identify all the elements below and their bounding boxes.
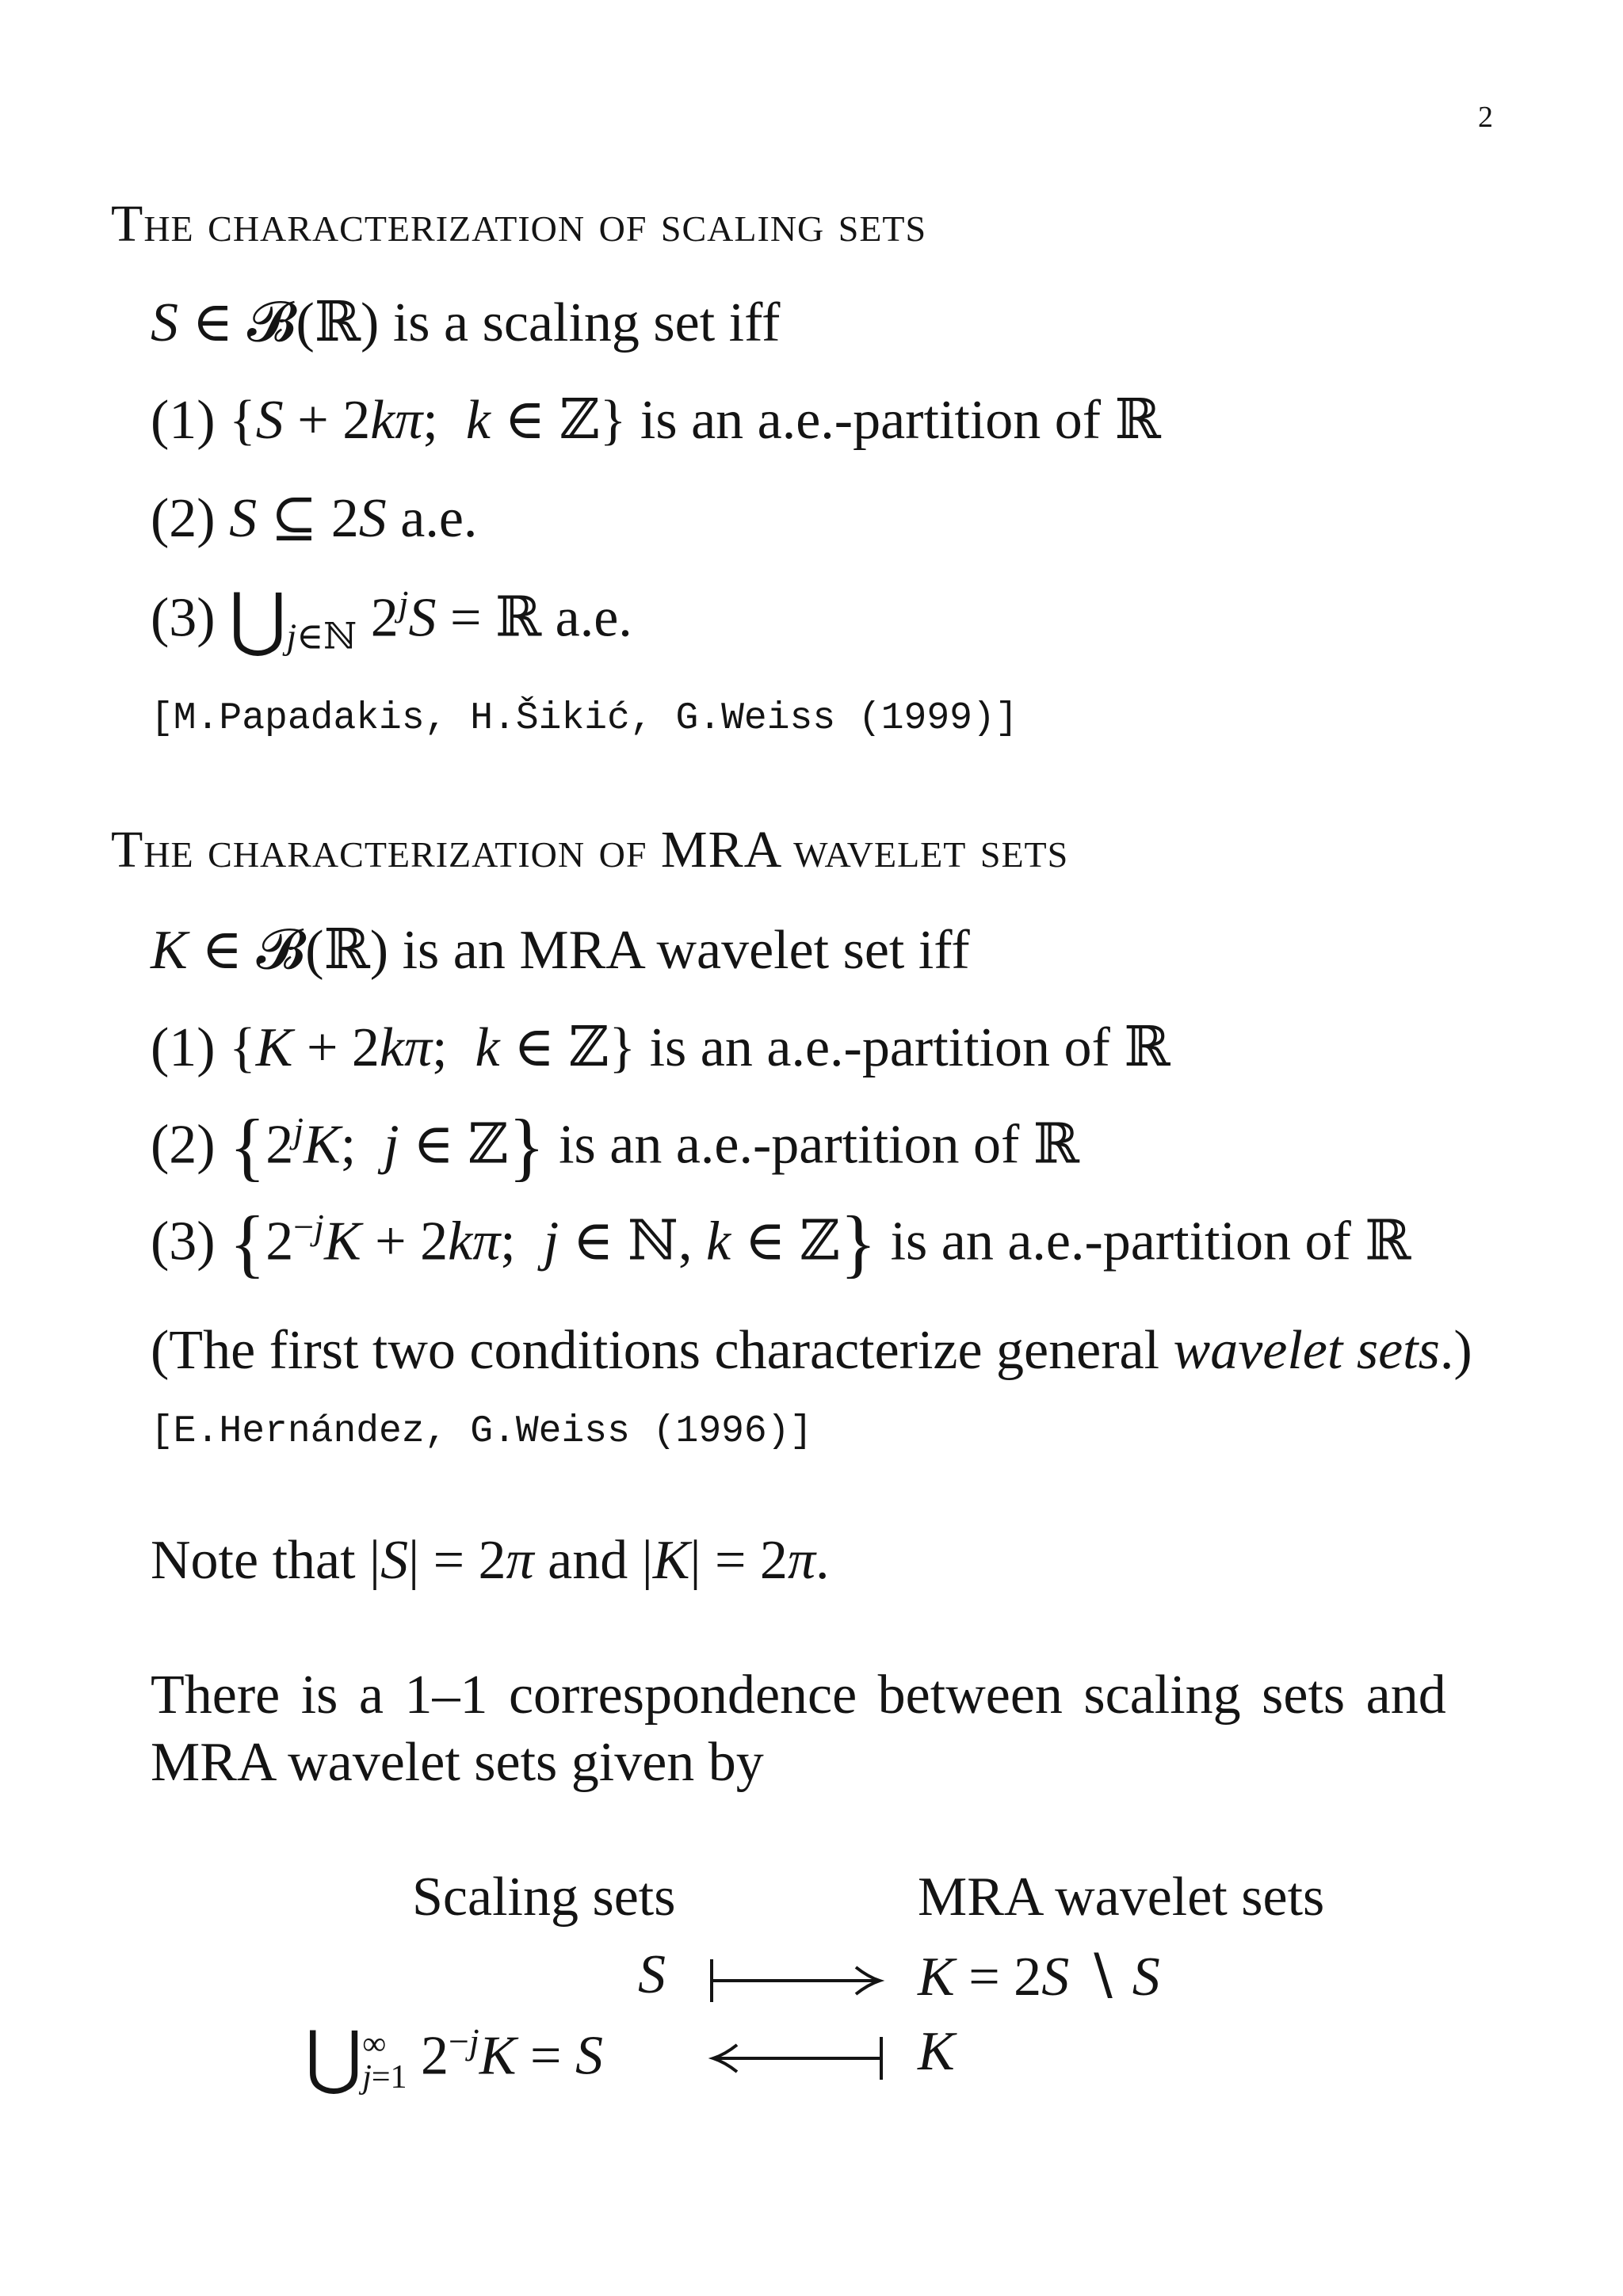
- note-italic: wavelet sets: [1173, 1320, 1440, 1381]
- scaling-intro-text: is a scaling set iff: [392, 292, 781, 353]
- note-measure-line: Note that |S| = 2π and |K| = 2π.: [151, 1530, 830, 1591]
- citation-hernandez: [E.Hernández, G.Weiss (1996)]: [151, 1410, 813, 1453]
- note-paren-close: .): [1439, 1320, 1472, 1381]
- note-paren-open: (The first two conditions characterize general: [151, 1320, 1160, 1381]
- mra-cond3-text: is an a.e.-partition of: [890, 1211, 1351, 1272]
- scaling-cond3-suffix: a.e.: [555, 587, 632, 649]
- diagram-left-header: Scaling sets: [412, 1867, 676, 1928]
- maps-to-arrow-right: [705, 1953, 888, 2008]
- scaling-condition-3: (3) $⋃_{j\in ℕ}$ $2^jS$ = ℝ a.e.: [151, 582, 632, 659]
- correspondence-line-1: There is a 1–1 correspondence between scaling sets and: [151, 1665, 1446, 1726]
- scaling-cond1-text: is an a.e.-partition of: [640, 390, 1102, 451]
- mra-intro-text: is an MRA wavelet set iff: [402, 920, 970, 981]
- scaling-cond2-suffix: a.e.: [400, 488, 478, 549]
- citation-papadakis: [M.Papadakis, H.Šikić, G.Weiss (1999)]: [151, 697, 1018, 740]
- scaling-condition-2: (2) S ⊆ 2S a.e.: [151, 488, 478, 549]
- maps-to-arrow-left: [705, 2031, 888, 2086]
- diagram-row1-left: S: [638, 1944, 666, 2005]
- note-middle: and: [548, 1530, 628, 1591]
- section-heading-scaling-sets: The characterization of scaling sets: [111, 195, 927, 253]
- section-heading-mra-wavelet-sets: The characterization of MRA wavelet sets: [111, 821, 1069, 879]
- diagram-row1-right: K = 2S ∖ S: [918, 1947, 1160, 2008]
- page-number: 2: [1478, 101, 1493, 134]
- mra-condition-1: (1) {K + 2kπ; k ∈ ℤ} is an a.e.-partition of ℝ: [151, 1017, 1170, 1078]
- diagram-row2-left: ⋃ ∞ j=1 $2^{-j}K = S$: [305, 2019, 603, 2097]
- mra-wavelet-set-definition: K ∈ 𝓑(ℝ) is an MRA wavelet set iff: [151, 920, 970, 981]
- diagram-row2-right: K: [918, 2021, 955, 2082]
- mra-cond1-text: is an a.e.-partition of: [649, 1017, 1110, 1078]
- scaling-set-definition: S ∈ 𝓑(ℝ) is a scaling set iff: [151, 292, 781, 353]
- wavelet-sets-note: [151, 1319, 1472, 1383]
- mra-cond2-text: is an a.e.-partition of: [559, 1114, 1020, 1176]
- correspondence-line-2: MRA wavelet sets given by: [151, 1732, 764, 1793]
- scaling-condition-1: (1) {S + 2kπ; k ∈ ℤ} is an a.e.-partition of ℝ: [151, 390, 1161, 451]
- mra-condition-3: (3) {$2^{-j}K + 2k\pi$; j ∈ ℕ, k ∈ ℤ} is an a.e.-partition of ℝ: [151, 1199, 1411, 1285]
- mra-condition-2: (2) {2$^j$K; j ∈ ℤ} is an a.e.-partition of ℝ: [151, 1103, 1079, 1188]
- diagram-right-header: MRA wavelet sets: [918, 1867, 1325, 1928]
- note-prefix: Note that: [151, 1530, 356, 1591]
